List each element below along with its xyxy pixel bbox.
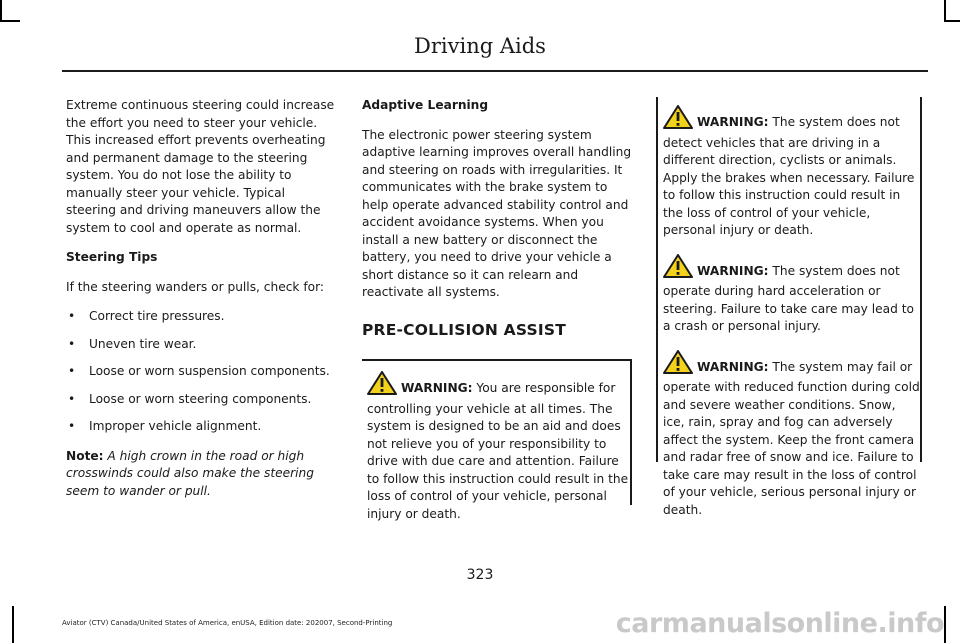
note-text: A high crown in the road or high crosswinds could also make the steering seem to wander or pull. bbox=[66, 448, 314, 498]
warning-triangle-icon bbox=[663, 254, 693, 284]
crop-mark bbox=[12, 606, 14, 643]
list-item: • Improper vehicle alignment. bbox=[66, 418, 338, 436]
intro-paragraph: Extreme continuous steering could increase the effort you need to steer your vehicle. This increased effort prevents overheating and permanent damage to the steering system. You do not lose the ability to manually steer your vehicle. Typical steering and driving maneuvers allow the system to cool and operate as normal. bbox=[66, 98, 335, 235]
crop-mark bbox=[944, 0, 946, 22]
warning-label: WARNING: bbox=[697, 263, 769, 278]
crop-mark bbox=[0, 0, 2, 22]
section-heading: PRE-COLLISION ASSIST bbox=[362, 320, 566, 339]
note-label: Note: bbox=[66, 448, 104, 463]
steering-tips-list bbox=[66, 308, 338, 436]
left-column bbox=[66, 97, 338, 512]
note bbox=[66, 448, 338, 501]
warning-triangle-icon bbox=[663, 350, 693, 380]
warning-box bbox=[656, 97, 922, 517]
warning-label: WARNING: bbox=[697, 115, 769, 129]
warning-item bbox=[367, 371, 630, 523]
list-item: • Loose or worn steering components. bbox=[66, 391, 338, 409]
warning-text: The system may fail or operate with reduced function during cold and severe weather conditions. Snow, ice, rain, spray and fog can adversely affect the system. Keep the front camera and radar free of snow and ice. Failure to take care may result in the loss of control of your vehicle, serious personal injury or death. bbox=[663, 359, 920, 517]
warning-text: You are responsible for controlling your vehicle at all times. The system is designed to be an aid and does not relieve you of your responsibility to drive with due care and attention. Failure to follow this instruction could result in the loss of control of your vehicle, personal injury or death. bbox=[367, 381, 629, 521]
list-item: • Uneven tire wear. bbox=[66, 336, 338, 354]
warning-box bbox=[362, 359, 632, 521]
warning-item bbox=[663, 105, 920, 240]
page-title: Driving Aids bbox=[414, 34, 546, 58]
crop-mark bbox=[944, 20, 960, 22]
list-item: • Loose or worn suspension components. bbox=[66, 363, 338, 381]
warning-text: The system does not detect vehicles that are driving in a different direction, cyclists or animals. Apply the brakes when necessary. Failure to follow this instruction could result in the loss of control of your vehicle, personal injury or death. bbox=[663, 115, 915, 237]
middle-column bbox=[362, 97, 632, 521]
footer-edition: Aviator (CTV) Canada/United States of America, enUSA, Edition date: 202007, Second-Printing bbox=[62, 619, 393, 627]
page-number: 323 bbox=[466, 567, 494, 583]
header-rule bbox=[62, 70, 928, 72]
list-item: • Correct tire pressures. bbox=[66, 308, 338, 326]
warning-triangle-icon bbox=[663, 105, 693, 135]
steering-tips-lead: If the steering wanders or pulls, check for: bbox=[66, 279, 324, 294]
warning-label: WARNING: bbox=[697, 359, 769, 374]
right-column bbox=[656, 97, 922, 517]
adaptive-learning-paragraph: The electronic power steering system adaptive learning improves overall handling and steering on roads with irregularities. It communicates with the brake system to help operate advanced stability control and accident avoidance systems. When you install a new battery or disconnect the battery, you need to drive your vehicle a short distance so it can relearn and reactivate all systems. bbox=[362, 127, 632, 299]
crop-mark bbox=[944, 606, 946, 643]
warning-item bbox=[663, 350, 920, 520]
warning-triangle-icon bbox=[367, 371, 397, 401]
adaptive-learning-heading: Adaptive Learning bbox=[362, 98, 489, 112]
warning-item bbox=[663, 254, 920, 336]
crop-mark bbox=[0, 20, 20, 22]
warning-text: The system does not operate during hard acceleration or steering. Failure to take care may lead to a crash or personal injury. bbox=[663, 263, 914, 333]
watermark: carmanualsonline.info bbox=[615, 608, 944, 639]
warning-label: WARNING: bbox=[401, 381, 473, 395]
steering-tips-heading: Steering Tips bbox=[66, 250, 158, 264]
